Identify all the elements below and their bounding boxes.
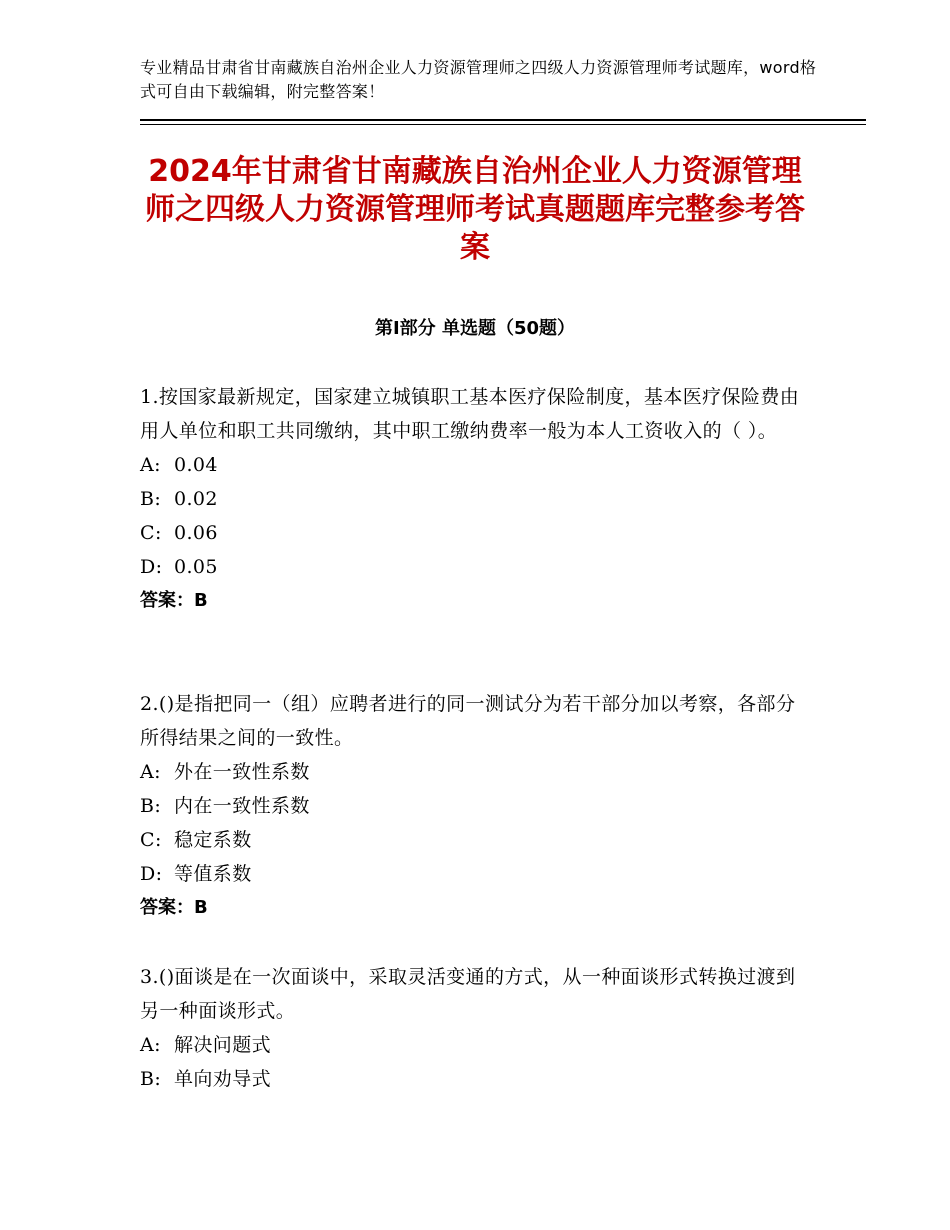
option-letter: A: — [140, 1034, 161, 1056]
option-c — [140, 516, 810, 550]
question-text: 2.()是指把同一（组）应聘者进行的同一测试分为若干部分加以考察，各部分所得结果之间的一致性。 — [140, 693, 796, 749]
option-text: 0.05 — [174, 556, 218, 578]
option-letter: C: — [140, 522, 162, 544]
option-text: 外在一致性系数 — [174, 761, 310, 783]
option-letter: D: — [140, 556, 163, 578]
option-text: 稳定系数 — [174, 829, 252, 851]
option-a — [140, 755, 810, 789]
question-2 — [140, 687, 810, 925]
question-3 — [140, 960, 810, 1096]
question-text: 3.()面谈是在一次面谈中，采取灵活变通的方式，从一种面谈形式转换过渡到另一种面谈形式。 — [140, 966, 796, 1022]
answer: 答案：B — [140, 897, 208, 918]
question-text: 1.按国家最新规定，国家建立城镇职工基本医疗保险制度，基本医疗保险费由用人单位和职工共同缴纳，其中职工缴纳费率一般为本人工资收入的（ ）。 — [140, 386, 800, 442]
option-letter: A: — [140, 454, 161, 476]
option-text: 单向劝导式 — [174, 1068, 272, 1090]
option-text: 0.06 — [174, 522, 218, 544]
answer: 答案：B — [140, 590, 208, 611]
header-note: 专业精品甘肃省甘南藏族自治州企业人力资源管理师之四级人力资源管理师考试题库，word格式可自由下载编辑，附完整答案！ — [140, 58, 817, 101]
option-letter: C: — [140, 829, 162, 851]
option-b — [140, 482, 810, 516]
header-divider-thin — [140, 124, 866, 125]
option-letter: A: — [140, 761, 161, 783]
option-a — [140, 1028, 810, 1062]
header-divider-thick — [140, 119, 866, 121]
option-letter: B: — [140, 1068, 162, 1090]
option-c — [140, 823, 810, 857]
option-a — [140, 448, 810, 482]
question-1 — [140, 380, 810, 618]
section-title: 第Ⅰ部分 单选题（50题） — [374, 318, 575, 339]
option-letter: B: — [140, 488, 162, 510]
option-text: 等值系数 — [174, 863, 252, 885]
option-text: 解决问题式 — [174, 1034, 272, 1056]
option-text: 内在一致性系数 — [174, 795, 310, 817]
option-d — [140, 857, 810, 891]
option-b — [140, 1062, 810, 1096]
option-letter: D: — [140, 863, 163, 885]
document-title: 2024年甘肃省甘南藏族自治州企业人力资源管理师之四级人力资源管理师考试真题题库完整参考答案 — [145, 154, 805, 265]
option-b — [140, 789, 810, 823]
option-text: 0.02 — [174, 488, 218, 510]
option-letter: B: — [140, 795, 162, 817]
option-d — [140, 550, 810, 584]
option-text: 0.04 — [174, 454, 218, 476]
